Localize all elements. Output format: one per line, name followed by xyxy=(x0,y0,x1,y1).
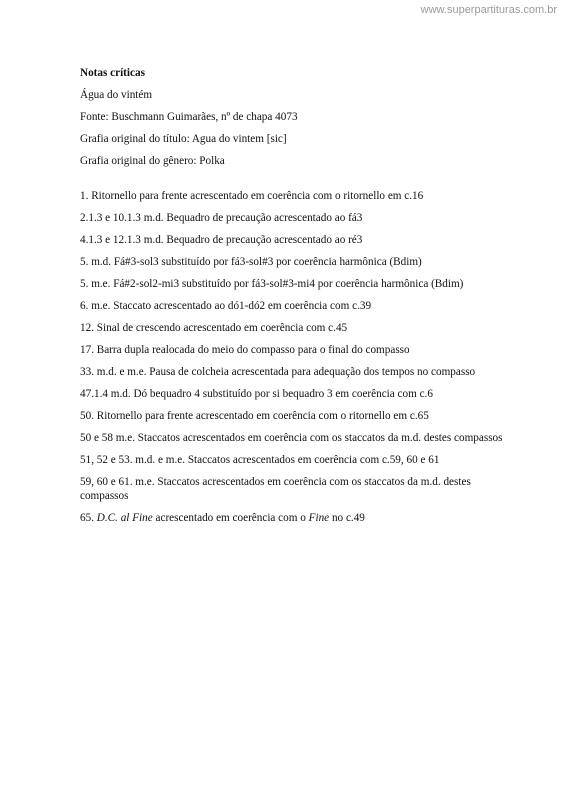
original-genre-line: Grafia original do gênero: Polka xyxy=(80,155,225,167)
note-item: 12. Sinal de crescendo acrescentado em coerência com c.45 xyxy=(80,322,348,334)
note-item: 6. m.e. Staccato acrescentado ao dó1-dó2 em coerência com c.39 xyxy=(80,300,372,312)
note-item: 33. m.d. e m.e. Pausa de colcheia acrescentada para adequação dos tempos no compasso xyxy=(80,366,476,378)
original-title-line: Grafia original do título: Agua do vintem [sic] xyxy=(80,133,287,145)
note-item: 4.1.3 e 12.1.3 m.d. Bequadro de precaução acrescentado ao ré3 xyxy=(80,234,363,246)
note-suffix: no c.49 xyxy=(329,511,365,524)
note-item: 2.1.3 e 10.1.3 m.d. Bequadro de precaução acrescentado ao fá3 xyxy=(80,212,363,224)
spacer xyxy=(80,177,520,190)
page-title: Notas críticas xyxy=(80,67,145,79)
note-item: 17. Barra dupla realocada do meio do compasso para o final do compasso xyxy=(80,344,410,356)
note-italic-dc-al-fine: D.C. al Fine xyxy=(96,511,153,524)
note-item: 1. Ritornello para frente acrescentado em coerência com o ritornello em c.16 xyxy=(80,190,424,202)
note-item: 5. m.e. Fá#2-sol2-mi3 substituído por fá3-sol#3-mi4 por coerência harmônica (Bdim) xyxy=(80,278,464,290)
note-middle: acrescentado em coerência com o xyxy=(152,511,309,524)
note-item: 50. Ritornello para frente acrescentado em coerência com o ritornello em c.65 xyxy=(80,410,429,422)
source-line: Fonte: Buschmann Guimarães, nº de chapa 4073 xyxy=(80,111,298,123)
watermark: www.superpartituras.com.br xyxy=(420,4,557,16)
note-item: 5. m.d. Fá#3-sol3 substituído por fá3-sol#3 por coerência harmônica (Bdim) xyxy=(80,256,422,268)
note-item: 59, 60 e 61. m.e. Staccatos acrescentados em coerência com os staccatos da m.d. destes compassos xyxy=(80,476,471,502)
note-item: 51, 52 e 53. m.d. e m.e. Staccatos acrescentados em coerência com c.59, 60 e 61 xyxy=(80,454,440,466)
piece-title: Água do vintém xyxy=(80,89,153,101)
note-item-last xyxy=(80,512,520,526)
note-item: 50 e 58 m.e. Staccatos acrescentados em coerência com os staccatos da m.d. destes compassos xyxy=(80,432,503,444)
note-italic-fine: Fine xyxy=(308,511,330,524)
note-prefix: 65. xyxy=(80,511,97,524)
note-item: 47.1.4 m.d. Dó bequadro 4 substituído por si bequadro 3 em coerência com c.6 xyxy=(80,388,433,400)
critical-notes xyxy=(80,67,520,534)
